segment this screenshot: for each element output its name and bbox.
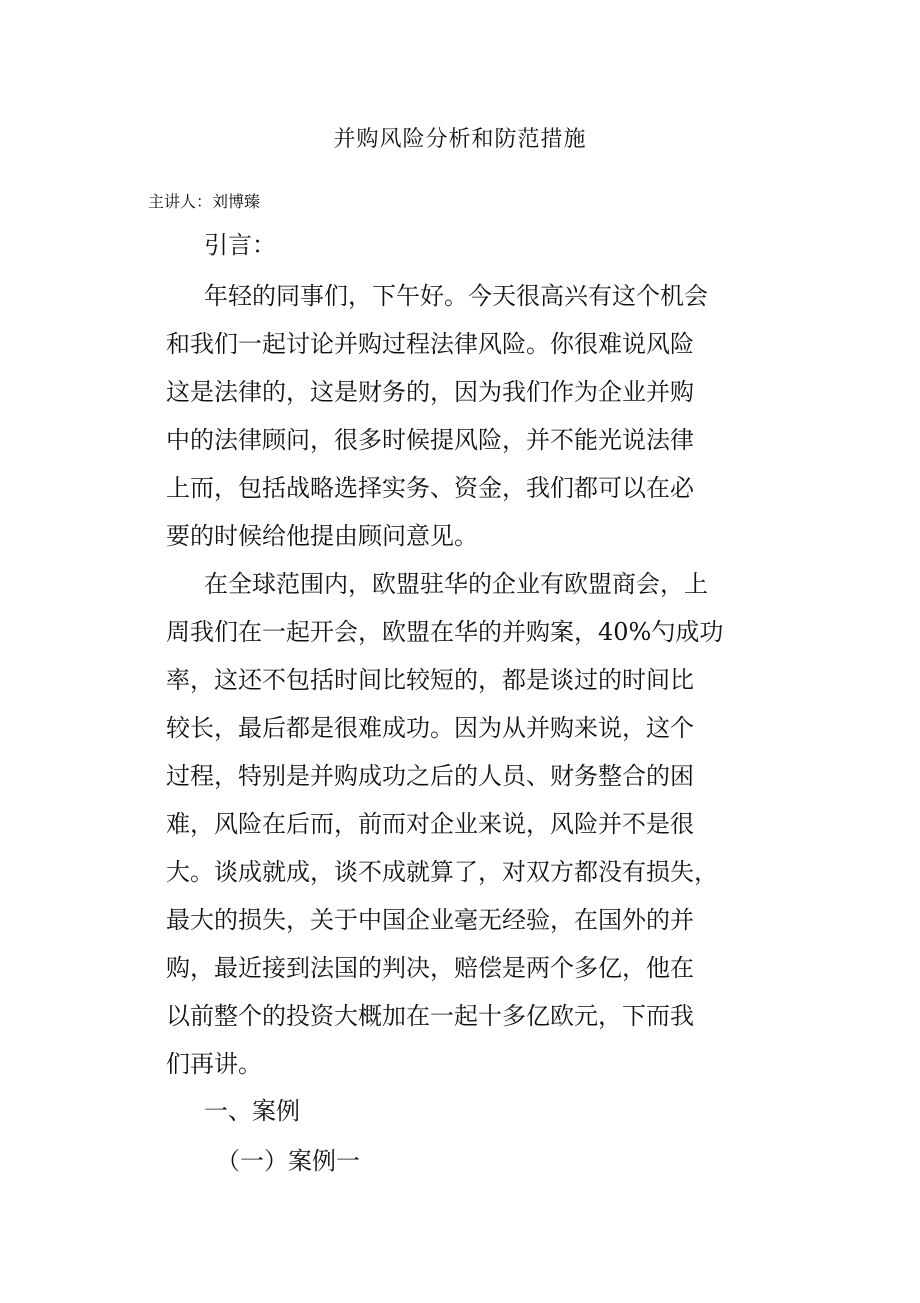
- document-title: 并购风险分析和防范措施: [333, 127, 587, 152]
- intro-label: 引言：: [204, 231, 276, 259]
- body-text: [166, 272, 726, 1088]
- subsection-heading: （一）案例一: [216, 1147, 360, 1175]
- speaker-line: 主讲人：刘博臻: [148, 192, 261, 211]
- paragraph-1: 年轻的同事们，下午好。今天很高兴有这个机会 和我们一起讨论并购过程法律风险。你很难说风险 这是法律的，这是财务的，因为我们作为企业并购 中的法律顾问，很多时候提风险，并不能光说法律 上而，包括战略选择实务、资金，我们都可以在必 要的时候给他提由顾问意见。: [166, 282, 708, 550]
- section-heading: 一、案例: [204, 1097, 300, 1125]
- paragraph-2: 在全球范围内，欧盟驻华的企业有欧盟商会，上 周我们在一起开会，欧盟在华的并购案，40%勺成功 率，这还不包括时间比较短的，都是谈过的时间比 较长，最后都是很难成功。因为从并购来说，这个 过程，特别是并购成功之后的人员、财务整合的困 难，风险在后而，前而对企业来说，风险并不是很 大。谈成就成，谈不成就算了，对双方都没有损失， 最大的损失，关于中国企业毫无经验，在国外的并 购，最近接到法国的判决，赔偿是两个多亿，他在 以前整个的投资大概加在一起十多亿欧元，下而我 们再讲。: [166, 570, 724, 1078]
